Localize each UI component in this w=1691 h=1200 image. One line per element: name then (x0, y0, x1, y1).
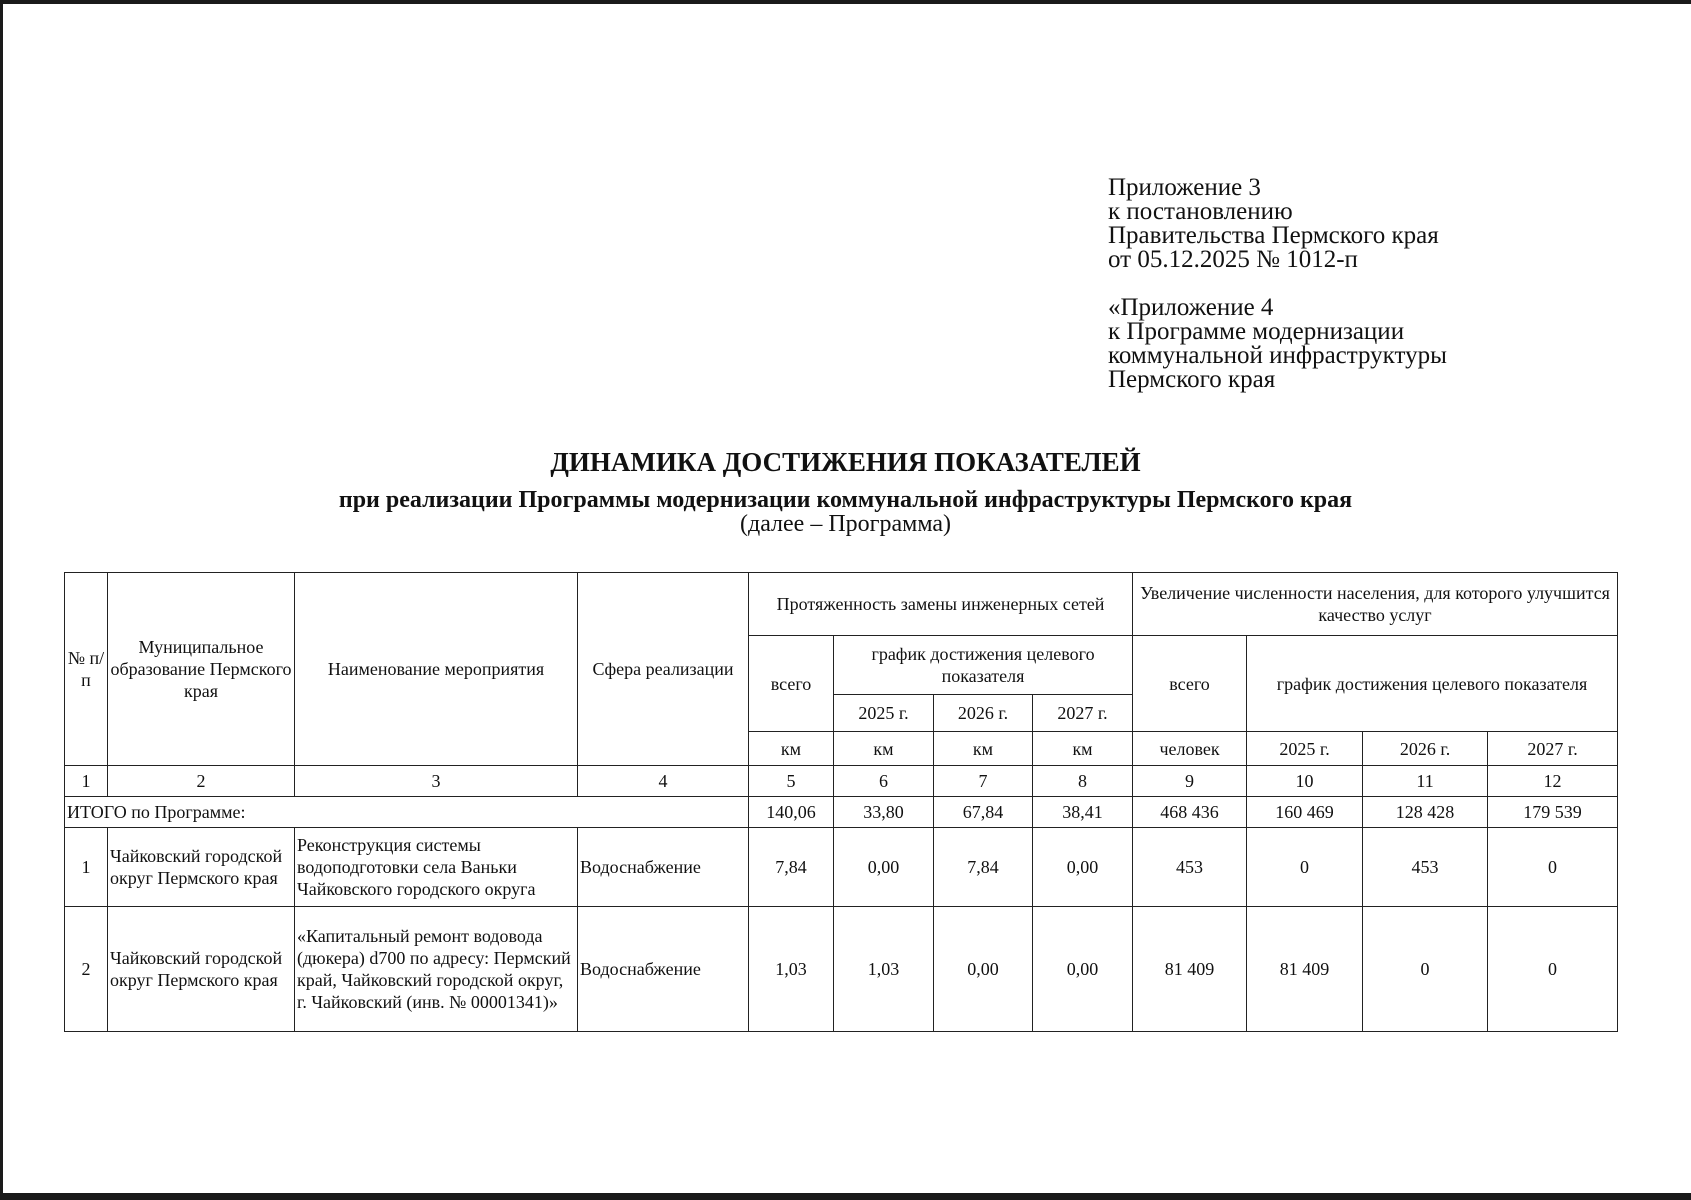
column-number: 1 (65, 766, 108, 797)
header-cell: Протяженность замены инженерных сетей (749, 573, 1133, 636)
table-row (65, 828, 1618, 907)
column-number: 8 (1033, 766, 1133, 797)
municipality-cell: Чайковский городской округ Пермского края (108, 828, 295, 907)
annex-line: Приложение 3 (1108, 174, 1261, 201)
unit-cell: км (1033, 732, 1133, 766)
unit-cell: км (749, 732, 834, 766)
document-subtitle-note: (далее – Программа) (739, 511, 952, 537)
unit-cell: км (834, 732, 934, 766)
header-row (65, 573, 1618, 636)
column-number: 6 (834, 766, 934, 797)
value-cell: 453 (1133, 828, 1247, 907)
total-label: ИТОГО по Программе: (65, 797, 749, 828)
header-cell: 2027 г. (1488, 732, 1618, 766)
value-cell: 0,00 (1033, 907, 1133, 1032)
document-subtitle: при реализации Программы модернизации коммунальной инфраструктуры Пермского края (338, 487, 1353, 513)
total-value: 140,06 (749, 797, 834, 828)
value-cell: 1,03 (749, 907, 834, 1032)
header-cell: 2027 г. (1033, 695, 1133, 732)
header-cell: 2025 г. (834, 695, 934, 732)
total-value: 160 469 (1247, 797, 1363, 828)
column-number: 3 (295, 766, 578, 797)
value-cell: 0 (1363, 907, 1488, 1032)
value-cell: 7,84 (934, 828, 1033, 907)
value-cell: 0 (1488, 907, 1618, 1032)
column-number: 10 (1247, 766, 1363, 797)
annex-line: «Приложение 4 (1108, 294, 1274, 321)
value-cell: 453 (1363, 828, 1488, 907)
value-cell: 81 409 (1247, 907, 1363, 1032)
annex-line: коммунальной инфраструктуры (1108, 342, 1447, 369)
column-number-row (65, 766, 1618, 797)
sphere-cell: Водоснабжение (578, 907, 749, 1032)
column-number: 7 (934, 766, 1033, 797)
value-cell: 81 409 (1133, 907, 1247, 1032)
total-row (65, 797, 1618, 828)
value-cell: 0,00 (934, 907, 1033, 1032)
municipality-cell: Чайковский городской округ Пермского края (108, 907, 295, 1032)
scan-border-top (0, 0, 1691, 4)
total-value: 38,41 (1033, 797, 1133, 828)
annex-line: Правительства Пермского края (1108, 222, 1439, 249)
scan-border-left (0, 0, 3, 1200)
document-title: ДИНАМИКА ДОСТИЖЕНИЯ ПОКАЗАТЕЛЕЙ (550, 447, 1141, 477)
row-number: 1 (65, 828, 108, 907)
value-cell: 0 (1247, 828, 1363, 907)
scan-border-bottom (0, 1193, 1691, 1200)
header-cell: Сфера реализации (578, 573, 749, 766)
measure-cell: Реконструкция системы водоподготовки села Ваньки Чайковского городского округа (295, 828, 578, 907)
value-cell: 7,84 (749, 828, 834, 907)
header-cell: 2025 г. (1247, 732, 1363, 766)
column-number: 11 (1363, 766, 1488, 797)
annex-line: Пермского края (1108, 366, 1276, 393)
sphere-cell: Водоснабжение (578, 828, 749, 907)
total-value: 128 428 (1363, 797, 1488, 828)
unit-cell: человек (1133, 732, 1247, 766)
value-cell: 0 (1488, 828, 1618, 907)
annex-block (1108, 176, 1447, 392)
header-cell: 2026 г. (1363, 732, 1488, 766)
unit-cell: км (934, 732, 1033, 766)
header-cell: Увеличение численности населения, для которого улучшится качество услуг (1133, 573, 1618, 636)
indicators-table (64, 572, 1618, 1032)
header-cell: Наименование мероприятия (295, 573, 578, 766)
value-cell: 1,03 (834, 907, 934, 1032)
column-number: 12 (1488, 766, 1618, 797)
annex-line: от 05.12.2025 № 1012-п (1108, 246, 1358, 273)
header-cell: всего (749, 636, 834, 732)
value-cell: 0,00 (834, 828, 934, 907)
column-number: 4 (578, 766, 749, 797)
total-value: 33,80 (834, 797, 934, 828)
total-value: 179 539 (1488, 797, 1618, 828)
row-number: 2 (65, 907, 108, 1032)
annex-spacer (1108, 272, 1447, 296)
annex-line: к постановлению (1108, 198, 1293, 225)
total-value: 468 436 (1133, 797, 1247, 828)
measure-cell: «Капитальный ремонт водовода (дюкера) d700 по адресу: Пермский край, Чайковский городской округ, г. Чайковский (инв. № 00001341)» (295, 907, 578, 1032)
header-cell: № п/п (65, 573, 108, 766)
value-cell: 0,00 (1033, 828, 1133, 907)
header-cell: 2026 г. (934, 695, 1033, 732)
annex-line: к Программе модернизации (1108, 318, 1405, 345)
header-cell: Муниципальное образование Пермского края (108, 573, 295, 766)
header-cell: всего (1133, 636, 1247, 732)
column-number: 9 (1133, 766, 1247, 797)
header-cell: график достижения целевого показателя (1247, 636, 1618, 732)
column-number: 5 (749, 766, 834, 797)
table-row (65, 907, 1618, 1032)
total-value: 67,84 (934, 797, 1033, 828)
header-cell: график достижения целевого показателя (834, 636, 1133, 695)
column-number: 2 (108, 766, 295, 797)
